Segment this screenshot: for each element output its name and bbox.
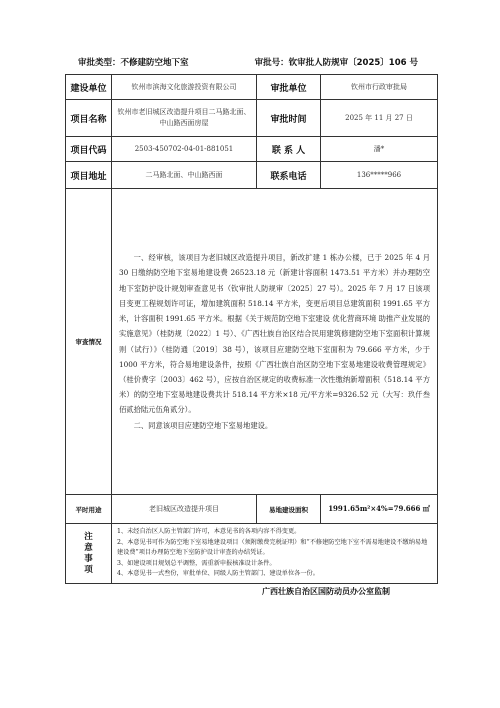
row-code [66,137,438,162]
project-label: 项目名称 [66,100,112,137]
project-value: 钦州市老旧城区改造提升项目二马路北面、中山路西面房屋 [112,100,257,137]
note-item-4: 4、本意见书一式叁份，审批单位、同级人防主管部门、建设单位各一份。 [117,570,319,578]
contact-value: 潘* [321,137,438,162]
phone-value: 136*****966 [321,162,438,189]
row-address [66,162,438,189]
footer-issuer: 广西壮族自治区国防动员办公室监制 [262,587,390,596]
usage-label: 平时用途 [66,495,112,524]
row-opinion [66,189,438,495]
note-item-2: 2、本意见书可作为防空地下室易地建设项目（须附缴费完税证明）和“不修建防空地下室不需易地建设不缴纳易地建设费”项目办理防空地下室防护设计审查的办结凭证。 [117,538,428,557]
opinion-paragraph-1: 一、经审核，该项目为老旧城区改造提升项目，新改扩建 1 栋办公楼，已于 2025 年 4 月 30 日缴纳防空地下室易地建设费 26523.18 元（新建计容面积 1473.51 平方米）并办理防空地下室防护设计规划审查意见书（钦审批人防规审〔2025〕27 号）。2025 年 7 月 17 日该项目变更工程规划许可证，增加建筑面积 518.14 平方米，变更后项目总建筑面积 1991.65 平方米，计容面积 1991.65 平方米。根据《关于规范防空地下室建设 优化营商环境 助推产业发展的实施意见》（桂防规〔2022〕1 号）、《广西壮族自治区结合民用建筑修建防空地下室面积计算规则（试行）》（桂防通〔2019〕38 号），该项目应建防空地下室面积为 79.666 平方米，少于 1000 平方米，符合易地建设条件，按照《广西壮族自治区防空地下室易地建设收费管理规定》（桂价费字〔2003〕462 号），应按自治区规定的收费标准一次性缴纳新增面积（518.14 平方米）的防空地下室易地建设费共计 518.14 平方米×18 元/平方米=9326.52 元（大写：玖仟叁佰贰拾陆元伍角贰分）。 [119,253,430,415]
approval-number: 审批号：钦审批人防规审〔2025〕106 号 [254,58,418,68]
row-project [66,100,438,137]
opinion-content [112,189,438,495]
approval-form-table [65,74,438,584]
phone-label: 联系电话 [257,162,321,189]
area-value: 1991.65m²×4%=79.666 ㎡ [321,495,438,524]
note-item-3: 3、如建设项目规划总平调整，需重新申报核准设计条件。 [117,559,276,567]
time-label: 审批时间 [257,100,321,137]
code-label: 项目代码 [66,137,112,162]
unit-label: 建设单位 [66,75,112,100]
dept-label: 审批单位 [257,75,321,100]
notes-label-text: 注 意 事 项 [84,531,93,575]
note-item-1: 1、未经自治区人防主管部门许可，本意见书的各项内容不得变更。 [117,528,301,536]
code-value: 2503-450702-04-01-881051 [112,137,257,162]
contact-label: 联 系 人 [257,137,321,162]
dept-value: 钦州市行政审批局 [321,75,438,100]
address-label: 项目地址 [66,162,112,189]
row-unit [66,75,438,100]
unit-value: 钦州市滨海文化旅游投资有限公司 [112,75,257,100]
row-notes [66,524,438,584]
opinion-label: 审查情况 [66,189,112,495]
row-usage [66,495,438,524]
time-value: 2025 年 11 月 27 日 [321,100,438,137]
approval-type: 审批类型：不修建防空地下室 [78,58,189,68]
area-label: 易地建设面积 [257,495,321,524]
notes-label [66,524,112,584]
address-value: 二马路北面、中山路西面 [112,162,257,189]
notes-content [112,524,438,584]
approval-header [78,56,418,68]
usage-value: 老旧城区改造提升项目 [112,495,257,524]
opinion-paragraph-2: 二、同意该项目应建防空地下室易地建设。 [133,420,273,430]
